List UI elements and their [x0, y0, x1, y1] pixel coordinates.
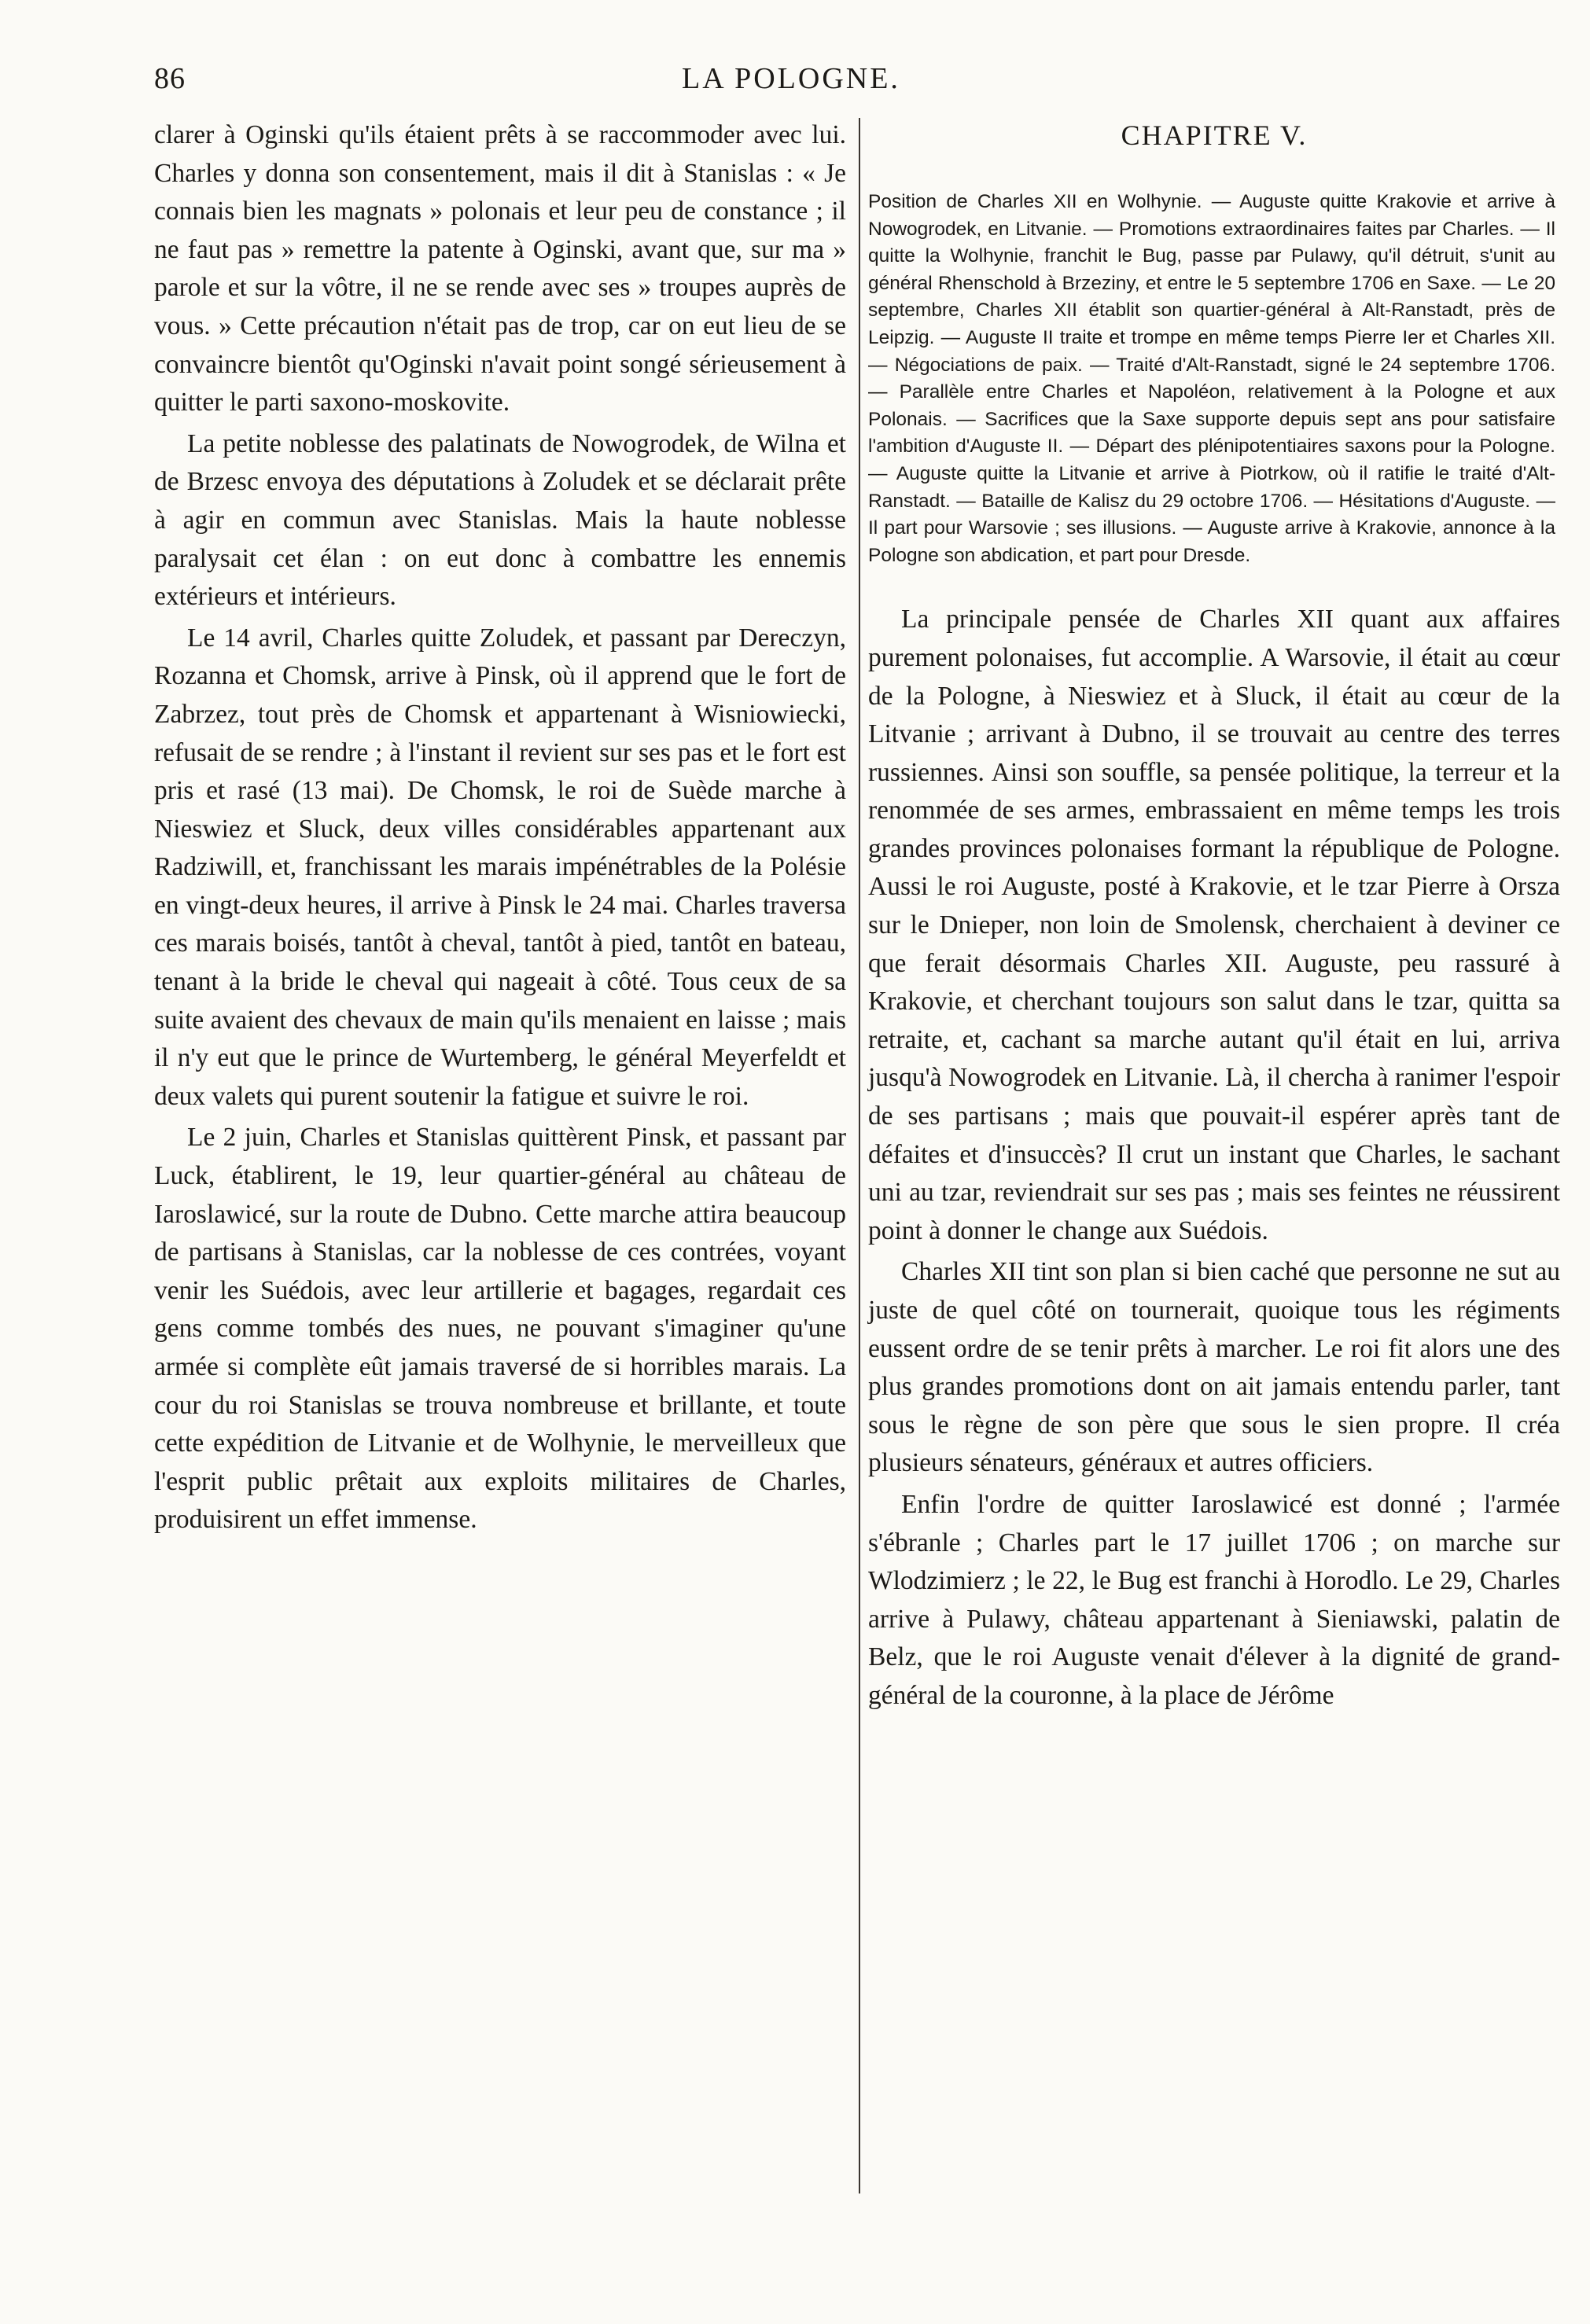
- page-number: 86: [154, 62, 186, 95]
- right-body: [868, 601, 1560, 1715]
- left-paragraph-3: Le 14 avril, Charles quitte Zoludek, et passant par Dereczyn, Rozanna et Chomsk, arrive à Pinsk, où il apprend que le fort de Zabrzez, tout près de Chomsk et appartenant à Wisniowiecki, refusait de se rendre ; à l'instant il revient sur ses pas et le fort est pris et rasé (13 mai). De Chomsk, le roi de Suède marche à Nieswiez et Sluck, deux villes considérables appartenant aux Radziwill, et, franchissant les marais impénétrables de la Polésie en vingt-deux heures, il arrive à Pinsk le 24 mai. Charles traversa ces marais boisés, tantôt à cheval, tantôt à pied, tantôt en bateau, tenant à la bride le cheval qui nageait à côté. Tous ceux de sa suite avaient des chevaux de main qu'ils menaient en laisse ; mais il n'y eut que le prince de Wurtemberg, le général Meyerfeldt et deux valets qui purent soutenir la fatigue et suivre le roi.: [154, 623, 846, 1111]
- right-paragraph-3: Enfin l'ordre de quitter Iaroslawicé est donné ; l'armée s'ébranle ; Charles part le 17 juillet 1706 ; on marche sur Wlodzimierz ; le 22, le Bug est franchi à Horodlo. Le 29, Charles arrive à Pulawy, château appartenant à Sieniawski, palatin de Belz, que le roi Auguste venait d'élever à la dignité de grand-général de la couronne, à la place de Jérôme: [868, 1489, 1560, 1710]
- running-head: [154, 61, 1428, 101]
- left-column: [154, 116, 846, 1539]
- chapter-summary-text: Position de Charles XII en Wolhynie. — Auguste quitte Krakovie et arrive à Nowogrodek, en Litvanie. — Promotions extraordinaires faites par Charles. — Il quitte la Wolhynie, franchit le Bug, passe par Pulawy, qu'il détruit, s'unit au général Rhenschold à Brzeziny, et entre le 5 septembre 1706 en Saxe. — Le 20 septembre, Charles XII établit son quartier-général à Alt-Ranstadt, près de Leipzig. — Auguste II traite et trompe en même temps Pierre Ier et Charles XII. — Négociations de paix. — Traité d'Alt-Ranstadt, signé le 24 septembre 1706. — Parallèle entre Charles et Napoléon, relativement à la Pologne et aux Polonais. — Sacrifices que la Saxe supporte depuis sept ans pour satisfaire l'ambition d'Auguste II. — Départ des plénipotentiaires saxons pour la Pologne. — Auguste quitte la Litvanie et arrive à Piotrkow, où il ratifie le traité d'Alt-Ranstadt. — Bataille de Kalisz du 29 octobre 1706. — Hésitations d'Auguste. — Il part pour Warsovie ; ses illusions. — Auguste arrive à Krakovie, annonce à la Pologne son abdication, et part pour Dresde.: [868, 191, 1555, 566]
- left-paragraph-4: Le 2 juin, Charles et Stanislas quittèrent Pinsk, et passant par Luck, établirent, le 19, leur quartier-général au château de Iaroslawicé, sur la route de Dubno. Cette marche attira beaucoup de partisans à Stanislas, car la noblesse de ces contrées, voyant venir les Suédois, avec leur artillerie et bagages, regardait ces gens comme tombés des nues, ne pouvant s'imaginer qu'une armée si complète eût jamais traversé de si horribles marais. La cour du roi Stanislas se trouva nombreuse et brillante, et toute cette expédition de Litvanie et de Wolhynie, le merveilleux que l'esprit public prêtait aux exploits militaires de Charles, produisirent un effet immense.: [154, 1123, 846, 1535]
- column-divider: [859, 118, 860, 2193]
- left-paragraph-1: clarer à Oginski qu'ils étaient prêts à se raccommoder avec lui. Charles y donna son consentement, mais il dit à Stanislas : « Je connais bien les magnats » polonais et leur peu de constance ; il ne faut pas » remettre la patente à Oginski, avant que, sur ma » parole et sur la vôtre, il ne se rende avec ses » troupes auprès de vous. » Cette précaution n'était pas de trop, car on eut lieu de se convaincre bientôt qu'Oginski n'avait point songé sérieusement à quitter le parti saxono-moskovite.: [154, 120, 846, 417]
- right-paragraph-2: Charles XII tint son plan si bien caché que personne ne sut au juste de quel côté on tournerait, quoique tous les régiments eussent ordre de se tenir prêts à marcher. Le roi fit alors une des plus grandes promotions dont on ait jamais entendu parler, tant sous le règne de son père que sous le sien propre. Il créa plusieurs sénateurs, généraux et autres officiers.: [868, 1257, 1560, 1478]
- left-paragraph-2: La petite noblesse des palatinats de Nowogrodek, de Wilna et de Brzesc envoya des députations à Zoludek et se déclarait prête à agir en commun avec Stanislas. Mais la haute noblesse paralysait cet élan : on eut donc à combattre les ennemis extérieurs et intérieurs.: [154, 428, 846, 612]
- chapter-title: CHAPITRE V.: [1121, 120, 1308, 151]
- chapter-summary: [868, 189, 1560, 569]
- running-title: LA POLOGNE.: [682, 62, 900, 95]
- right-column: [868, 116, 1560, 1715]
- right-paragraph-1: La principale pensée de Charles XII quant aux affaires purement polonaises, fut accomplie. A Warsovie, il était au cœur de la Pologne, à Nieswiez et à Sluck, il était au cœur de la Litvanie ; arrivant à Dubno, il se trouvait au centre des terres russiennes. Ainsi son souffle, sa pensée politique, la terreur et la renommée de ses armes, embrassaient en même temps les trois grandes provinces polonaises formant la république de Pologne. Aussi le roi Auguste, posté à Krakovie, et le tzar Pierre à Orsza sur le Dnieper, non loin de Smolensk, cherchaient à deviner ce que ferait désormais Charles XII. Auguste, peu rassuré à Krakovie, et cherchant toujours son salut dans le tzar, quitta sa retraite, et, cachant sa marche autant qu'il était en lui, arriva jusqu'à Nowogrodek en Litvanie. Là, il chercha à ranimer l'espoir de ses partisans ; mais que pouvait-il espérer après tant de défaites et d'insuccès? Il crut un instant que Charles, le sachant uni au tzar, reviendrait sur ses pas ; mais ses feintes ne réussirent point à donner le change aux Suédois.: [868, 605, 1560, 1245]
